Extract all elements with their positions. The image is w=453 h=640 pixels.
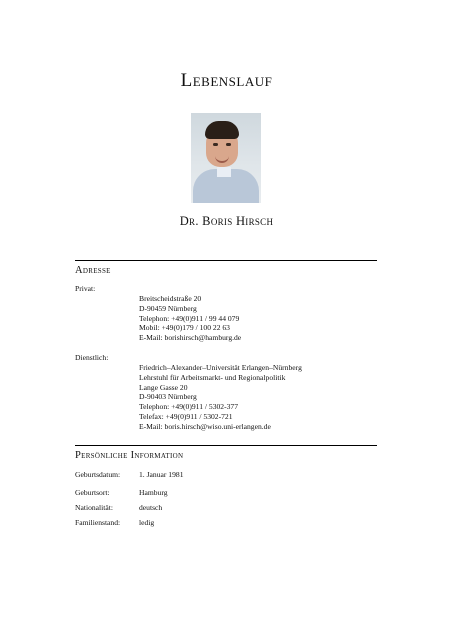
birthplace-value: Hamburg xyxy=(139,488,168,497)
birthdate-value: 1. Januar 1981 xyxy=(139,470,184,479)
address-line: Lange Gasse 20 xyxy=(139,382,188,392)
nationality-label: Nationalität: xyxy=(75,503,113,512)
address-line: D-90459 Nürnberg xyxy=(139,303,197,313)
portrait-photo xyxy=(191,113,261,203)
marital-status-value: ledig xyxy=(139,518,155,527)
phone-line: Telephon: +49(0)911 / 5302-377 xyxy=(139,402,239,412)
birthdate-label: Geburtsdatum: xyxy=(75,470,121,479)
birthplace-label: Geburtsort: xyxy=(75,488,110,497)
section-heading-address: Adresse xyxy=(75,265,111,276)
page-title: Lebenslauf xyxy=(180,70,273,91)
person-name: Dr. Boris Hirsch xyxy=(179,214,274,228)
phone-line: Telephon: +49(0)911 / 99 44 079 xyxy=(139,313,240,323)
section-heading-personal: Persönliche Information xyxy=(75,450,184,461)
address-private-label: Privat: xyxy=(75,284,96,293)
address-line: D-90403 Nürnberg xyxy=(139,392,197,402)
address-line: Friedrich–Alexander–Universität Erlangen–Nürnberg xyxy=(139,363,302,372)
email-line: E-Mail: borishirsch@hamburg.de xyxy=(139,333,242,343)
fax-line: Telefax: +49(0)911 / 5302-721 xyxy=(139,411,233,421)
divider xyxy=(75,445,377,446)
nationality-value: deutsch xyxy=(139,503,163,512)
address-line: Breitscheidstraße 20 xyxy=(139,294,202,303)
marital-status-label: Familienstand: xyxy=(75,518,121,527)
address-work-block xyxy=(139,363,302,432)
email-line: E-Mail: boris.hirsch@wiso.uni-erlangen.de xyxy=(139,421,271,431)
address-line: Lehrstuhl für Arbeitsmarkt- und Regionalpolitik xyxy=(139,372,286,382)
divider xyxy=(75,260,377,261)
address-work-label: Dienstlich: xyxy=(75,353,109,362)
address-private-block xyxy=(139,294,241,343)
mobile-line: Mobil: +49(0)179 / 100 22 63 xyxy=(139,323,230,333)
